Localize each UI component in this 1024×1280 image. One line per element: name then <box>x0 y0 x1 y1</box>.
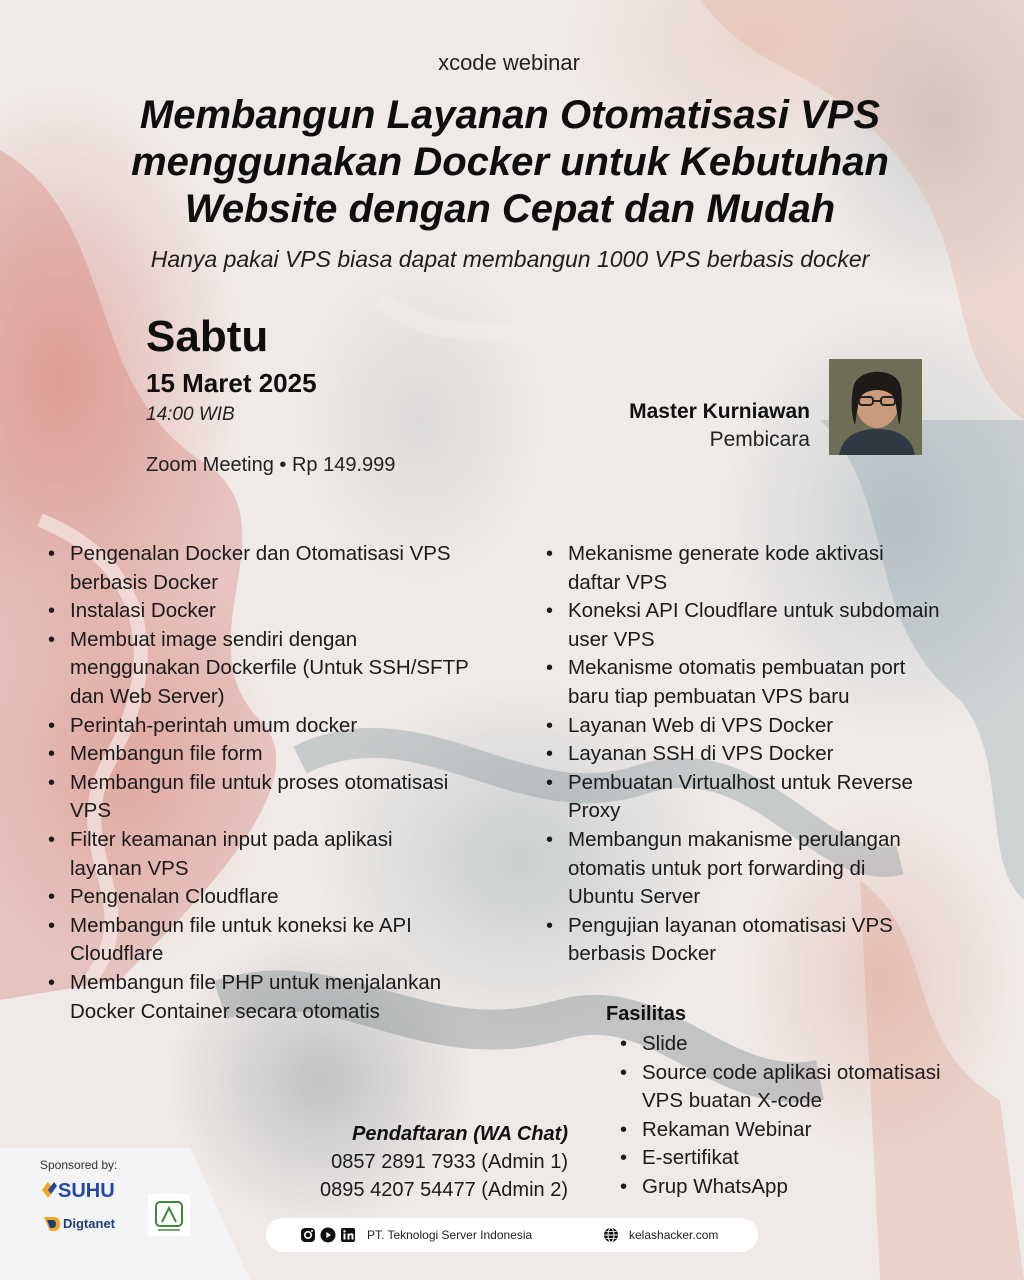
title-line: Website dengan Cepat dan Mudah <box>184 187 836 231</box>
topic-item-line: VPS <box>70 799 112 823</box>
topic-item-line: • Membangun file untuk proses otomatisasi <box>70 770 449 794</box>
topic-item-line: • Layanan Web di VPS Docker <box>568 713 834 737</box>
registration-title: Pendaftaran (WA Chat) <box>352 1123 568 1145</box>
topic-item <box>46 969 516 1026</box>
event-eyebrow: xcode webinar <box>438 50 580 75</box>
linkedin-icon[interactable] <box>340 1227 356 1243</box>
topic-item-line: • Membangun makanisme perulangan <box>568 827 901 851</box>
topic-item <box>46 912 516 969</box>
digtanet-logo-text: Digtanet <box>63 1216 115 1231</box>
topic-item-line: • Pengujian layanan otomatisasi VPS <box>568 913 893 937</box>
topic-item-line: berbasis Docker <box>568 942 717 966</box>
sponsor-panel <box>0 1148 250 1280</box>
facility-item-line: • Source code aplikasi otomatisasi <box>642 1060 941 1084</box>
topics-list-left <box>46 540 516 1026</box>
topic-item <box>46 597 516 626</box>
topic-item-line: • Membuat image sendiri dengan <box>70 627 358 651</box>
facilities-title: Fasilitas <box>606 1003 687 1025</box>
topic-item <box>46 826 516 883</box>
registration-block <box>320 1120 568 1204</box>
globe-icon <box>603 1227 619 1243</box>
topic-item <box>544 826 994 912</box>
topic-item <box>46 626 516 712</box>
topic-item-line: • Mekanisme generate kode aktivasi <box>568 542 884 565</box>
speaker-name: Master Kurniawan <box>629 400 810 423</box>
registration-contact-admin-2[interactable]: 0895 4207 54477 (Admin 2) <box>320 1179 568 1201</box>
topic-item-line: • Koneksi API Cloudflare untuk subdomain <box>568 599 940 623</box>
topic-item-line: layanan VPS <box>70 856 189 880</box>
subtitle: Hanya pakai VPS biasa dapat membangun 1000 VPS berbasis docker <box>150 246 870 272</box>
title-line: menggunakan Docker untuk Kebutuhan <box>131 140 889 184</box>
topic-item-line: berbasis Docker <box>70 570 219 594</box>
topic-item-line: • Mekanisme otomatis pembuatan port <box>568 656 906 680</box>
page-title <box>40 92 980 233</box>
instagram-icon[interactable] <box>300 1227 316 1243</box>
topic-item-line: • Perintah-perintah umum docker <box>70 713 358 737</box>
topic-item-line: • Pembuatan Virtualhost untuk Reverse <box>568 770 913 794</box>
facility-item <box>618 1059 998 1116</box>
topic-item-line: Cloudflare <box>70 942 164 966</box>
topic-item-line: daftar VPS <box>568 570 668 594</box>
topic-item-line: • Instalasi Docker <box>70 599 216 623</box>
topic-item <box>544 597 994 654</box>
topic-item <box>544 654 994 711</box>
registration-contact-admin-1[interactable]: 0857 2891 7933 (Admin 1) <box>331 1151 568 1173</box>
youtube-icon[interactable] <box>320 1227 336 1243</box>
digtanet-logo-icon <box>44 1217 60 1231</box>
topic-item-line: Proxy <box>568 799 621 823</box>
topic-item-line: Docker Container secara otomatis <box>70 999 380 1023</box>
facility-item-line: • Slide <box>642 1032 688 1055</box>
topics-list-right <box>544 540 994 969</box>
facilities-list <box>618 1030 998 1202</box>
topic-item-line: baru tiap pembuatan VPS baru <box>568 684 850 708</box>
event-time: 14:00 WIB <box>146 404 235 425</box>
event-day: Sabtu <box>146 312 269 361</box>
speaker-photo <box>829 359 922 455</box>
facility-item <box>618 1173 998 1202</box>
topic-item <box>544 769 994 826</box>
speaker-role: Pembicara <box>709 428 810 451</box>
topic-item-line: • Membangun file untuk koneksi ke API <box>70 913 412 937</box>
sponsor-label: Sponsored by: <box>40 1158 118 1172</box>
event-venue-price: Zoom Meeting • Rp 149.999 <box>146 454 396 476</box>
topic-item <box>46 769 516 826</box>
suhu-logo-text: SUHU <box>58 1180 115 1202</box>
title-line: Membangun Layanan Otomatisasi VPS <box>139 93 881 137</box>
facility-item-line: • Grup WhatsApp <box>642 1174 788 1198</box>
topic-item <box>46 540 516 597</box>
event-date: 15 Maret 2025 <box>146 368 317 398</box>
facility-item-line: • E-sertifikat <box>642 1146 739 1170</box>
facility-item <box>618 1030 998 1059</box>
topic-item-line: • Membangun file form <box>70 742 263 766</box>
topic-item-line: • Membangun file PHP untuk menjalankan <box>70 970 442 994</box>
facility-item <box>618 1144 998 1173</box>
topic-item <box>544 740 994 769</box>
topic-item <box>46 883 516 912</box>
topic-item-line: • Pengenalan Cloudflare <box>70 885 279 909</box>
facility-item-line: VPS buatan X-code <box>642 1089 823 1113</box>
topic-item-line: • Pengenalan Docker dan Otomatisasi VPS <box>70 542 451 565</box>
topic-item-line: • Layanan SSH di VPS Docker <box>568 742 834 766</box>
topic-item-line: otomatis untuk port forwarding di <box>568 856 866 880</box>
topic-item-line: • Filter keamanan input pada aplikasi <box>70 827 393 851</box>
partner-seal-logo <box>148 1194 190 1236</box>
topic-item-line: user VPS <box>568 627 655 651</box>
topic-item-line: Ubuntu Server <box>568 885 701 909</box>
topic-item-line: dan Web Server) <box>70 684 225 708</box>
facility-item <box>618 1116 998 1145</box>
facility-item-line: • Rekaman Webinar <box>642 1117 812 1141</box>
topic-item <box>544 912 994 969</box>
topic-item-line: menggunakan Dockerfile (Untuk SSH/SFTP <box>70 656 469 680</box>
topic-item <box>544 712 994 741</box>
footer-company: PT. Teknologi Server Indonesia <box>367 1228 533 1242</box>
topic-item <box>46 740 516 769</box>
footer-website-link[interactable]: kelashacker.com <box>629 1228 719 1242</box>
topic-item <box>544 540 994 597</box>
topic-item <box>46 712 516 741</box>
